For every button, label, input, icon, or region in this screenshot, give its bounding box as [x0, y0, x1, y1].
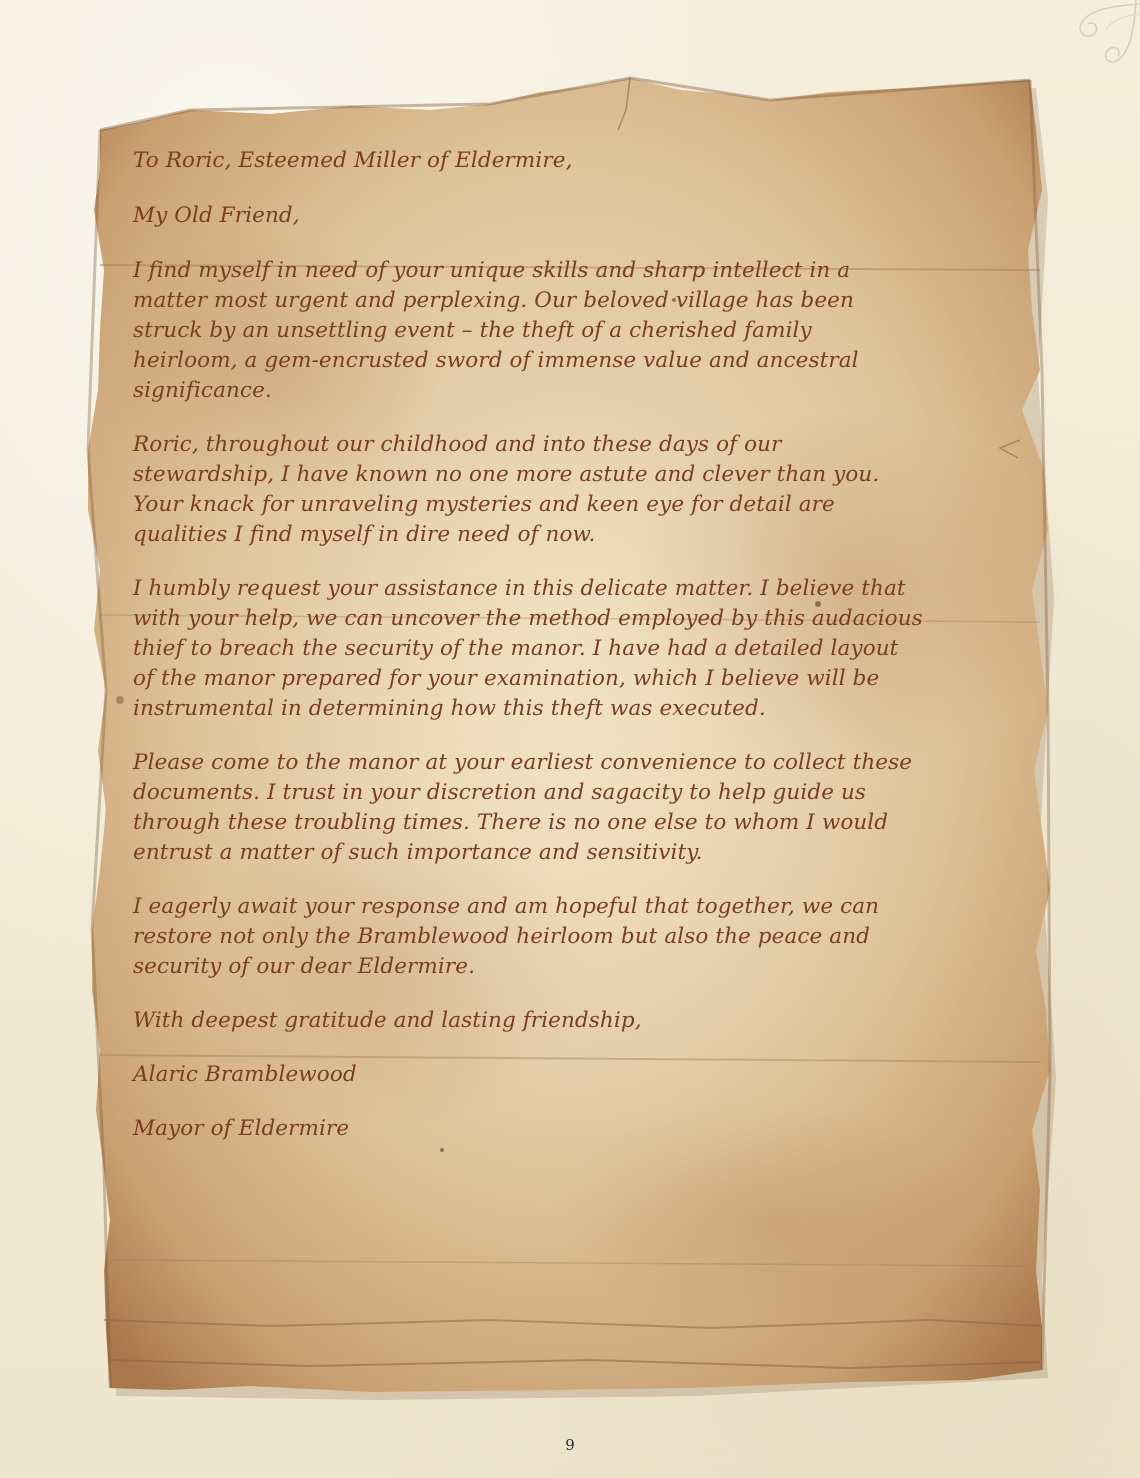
letter-paragraph: I humbly request your assistance in this delicate matter. I believe that with your help, we can uncover the method employed by this audacious thief to breach the security of the manor. I have had a detailed layout of the manor prepared for your examination, which I believe will be instrumental in determining how this theft was executed.: [133, 576, 923, 721]
letter-paragraph: Please come to the manor at your earliest convenience to collect these documents. I trust in your discretion and sagacity to help guide us through these troubling times. There is no one else to whom I would entrust a matter of such importance and sensitivity.: [133, 750, 913, 865]
letter-salutation: To Roric, Esteemed Miller of Eldermire,: [133, 148, 573, 173]
letter-paragraph: Roric, throughout our childhood and into these days of our stewardship, I have known no one more astute and clever than you. Your knack for unraveling mysteries and keen eye for detail are qualities I find myself in dire need of now.: [133, 432, 880, 547]
letter-paragraph: I eagerly await your response and am hopeful that together, we can restore not only the Bramblewood heirloom but also the peace and security of our dear Eldermire.: [133, 894, 880, 979]
letter-signer-title: Mayor of Eldermire: [133, 1116, 350, 1141]
letter-paragraph: I find myself in need of your unique skills and sharp intellect in a matter most urgent and perplexing. Our beloved village has been struck by an unsettling event – the theft of a cherished family heirloom, a gem-encrusted sword of immense value and ancestral significance.: [133, 258, 859, 403]
letter-signature: Alaric Bramblewood: [133, 1062, 357, 1087]
letter-body: [133, 146, 923, 1144]
letter-closing: With deepest gratitude and lasting friendship,: [133, 1008, 642, 1033]
page-number: 9: [565, 1436, 575, 1454]
letter-greeting: My Old Friend,: [133, 203, 300, 228]
